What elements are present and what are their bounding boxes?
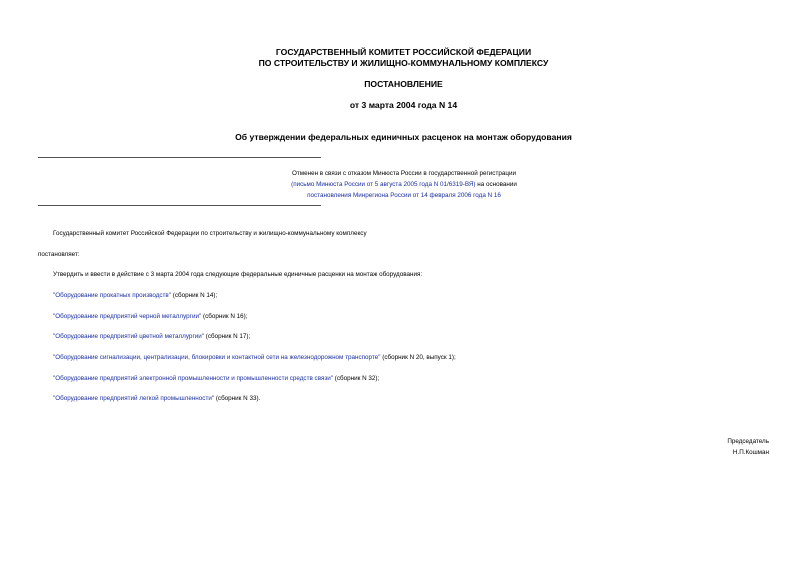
divider-bottom	[38, 205, 321, 206]
issuer-line-1: ГОСУДАРСТВЕННЫЙ КОМИТЕТ РОССИЙСКОЙ ФЕДЕРАЦИИ	[275, 47, 532, 57]
list-item-suffix: (сборник N 17);	[204, 333, 251, 340]
cancellation-note-line-3	[170, 190, 638, 201]
signature-name: Н.П.Кошман	[732, 449, 769, 456]
list-item-suffix: (сборник N 16);	[201, 313, 248, 320]
link-minjust-letter[interactable]: (письмо Минюста России от 5 августа 2005 года N 01/6319-ВЯ)	[291, 181, 476, 188]
list-item-suffix: (сборник N 33).	[214, 395, 261, 402]
list-item	[53, 292, 217, 300]
cancellation-note-line-2	[170, 179, 638, 190]
list-item-suffix: (сборник N 14);	[171, 292, 218, 299]
divider-top	[38, 157, 321, 158]
intro-paragraph: Государственный комитет Российской Федерации по строительству и жилищно-коммунальному комплексу	[53, 230, 367, 237]
list-item	[53, 313, 248, 321]
list-item-link[interactable]: "Оборудование предприятий легкой промышленности"	[53, 395, 215, 402]
list-item-link[interactable]: "Оборудование предприятий электронной промышленности и промышленности средств связи"	[53, 375, 334, 382]
list-item-link[interactable]: "Оборудование предприятий черной металлургии"	[53, 313, 202, 320]
list-item	[53, 375, 379, 383]
cancellation-note-line-2-rest: на основании	[475, 181, 517, 188]
document-date-number: от 3 марта 2004 года N 14	[349, 100, 458, 110]
issuer-line-2: ПО СТРОИТЕЛЬСТВУ И ЖИЛИЩНО-КОММУНАЛЬНОМУ КОМПЛЕКСУ	[258, 58, 549, 68]
list-item-suffix: (сборник N 32);	[333, 375, 380, 382]
cancellation-note-line-1: Отменен в связи с отказом Минюста России в государственной регистрации	[291, 170, 516, 177]
document-type: ПОСТАНОВЛЕНИЕ	[364, 79, 443, 89]
list-item-suffix: (сборник N 20, выпуск 1);	[380, 354, 456, 361]
list-item-link[interactable]: "Оборудование сигнализации, централизации, блокировки и контактной сети на железнодорожном транспорте"	[53, 354, 381, 361]
link-minregion-resolution[interactable]: постановления Минрегиона России от 14 февраля 2006 года N 16	[307, 192, 501, 199]
signature-position: Председатель	[727, 438, 769, 445]
list-item-link[interactable]: "Оборудование предприятий цветной металлургии"	[53, 333, 205, 340]
list-item	[53, 354, 456, 362]
list-item	[53, 333, 250, 341]
list-item-link[interactable]: "Оборудование прокатных производств"	[53, 292, 172, 299]
resolves-word: постановляет:	[38, 251, 80, 258]
list-item	[53, 395, 260, 403]
document-title: Об утверждении федеральных единичных расценок на монтаж оборудования	[235, 132, 572, 142]
approve-paragraph: Утвердить и ввести в действие с 3 марта 2004 года следующие федеральные единичные расценки на монтаж оборудования:	[53, 271, 423, 278]
